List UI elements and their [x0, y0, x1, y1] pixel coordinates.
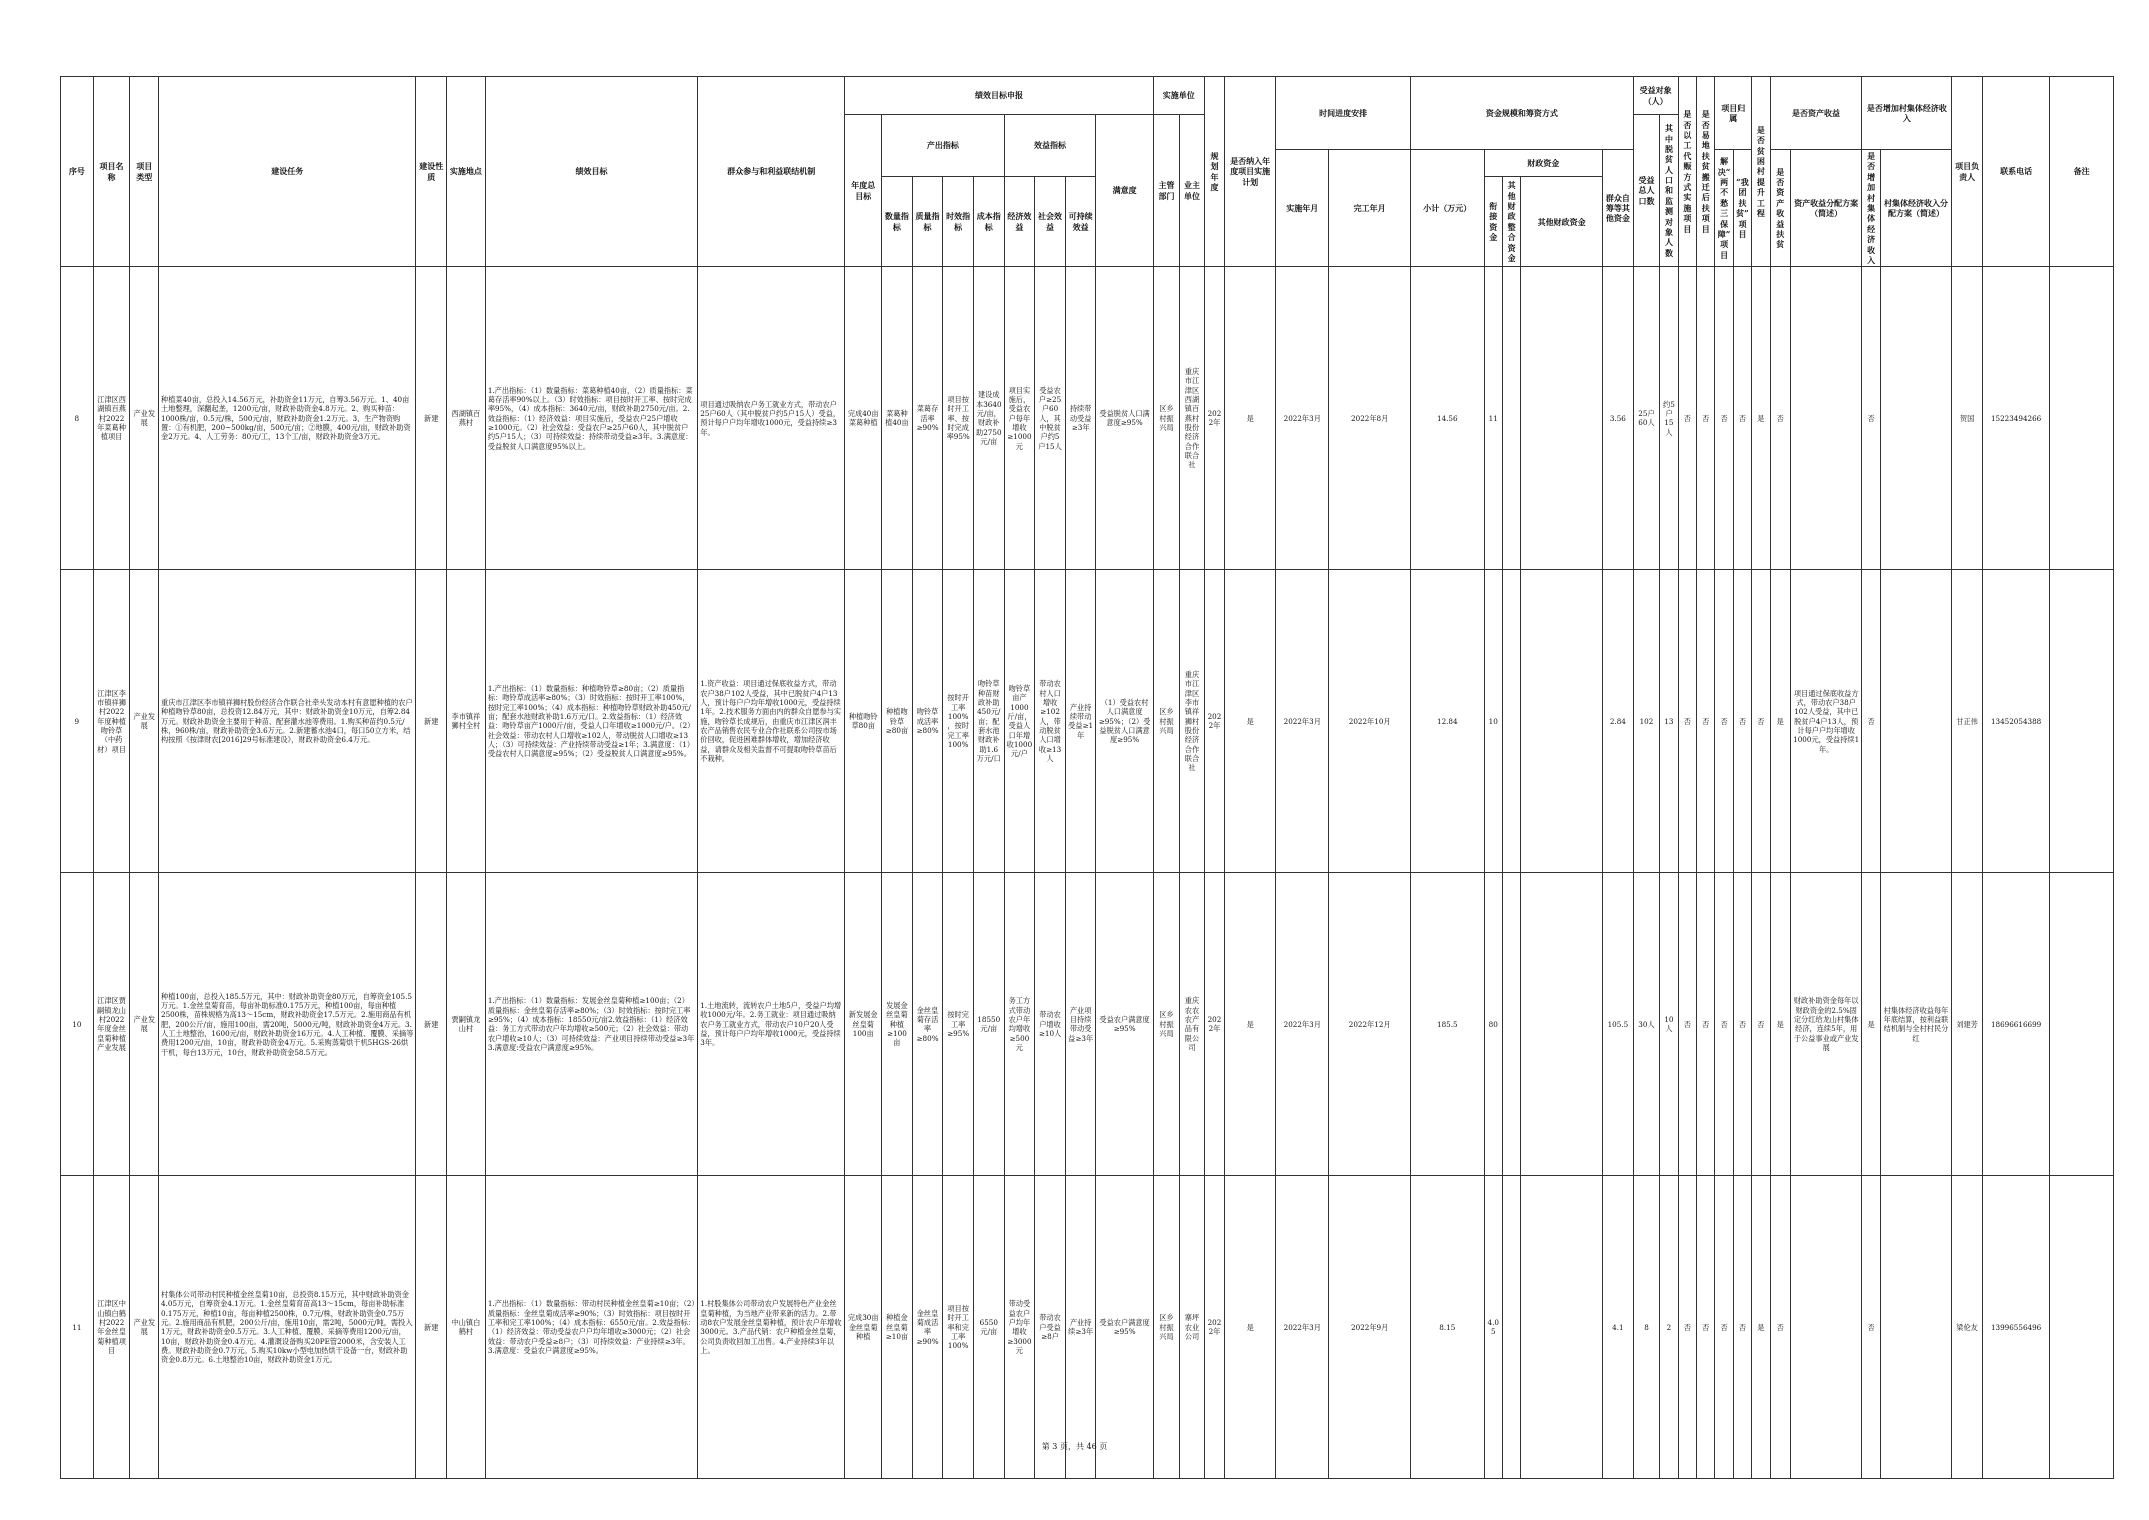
cell-phone: 15223494266: [1982, 267, 2049, 570]
cell-poverty-village: 是: [1752, 1176, 1770, 1479]
header-asset-dist: 资产收益分配方案（简述）: [1790, 150, 1861, 267]
table-row: [61, 873, 2114, 1176]
cell-manager: 贺国: [1952, 267, 1983, 570]
cell-name: 江津区中山镇白鹤村2022年金丝皇菊种植项目: [93, 1176, 130, 1479]
header-social: 社会效益: [1035, 177, 1066, 267]
cell-asset-dist: 项目通过保底收益方式，带动农户38户102人受益，其中已脱贫户4户13人，预计每户户均年增收1000元，受益持续1年。: [1790, 570, 1861, 873]
cell-collective-flag: 否: [1862, 267, 1880, 570]
cell-subtotal: 8.15: [1411, 1176, 1485, 1479]
header-total-pop: 受益总人口数: [1633, 115, 1660, 267]
cell-asset-dist: 财政补助资金每年以财政资金的2.5%固定分红给龙山村集体经济，连续5年，用于公益事业或产业发展: [1790, 873, 1861, 1176]
cell-sustainable: 持续带动受益≥3年: [1065, 267, 1096, 570]
cell-perf-target: 1.产出指标：（1）数量指标：带动村民种植金丝皇菊≥10亩；（2）质量指标：金丝皇菊成活率≥90%；（3）时效指标：项目按时开工率和完工率100%；（4）成本指标：6550元/亩。2.效益指标：（1）经济效益：带动受益农户户均年增收≥3000元；（2）社会效益：带动农户受益≥8户；（3）可持续效益：产业持续≥3年。3.满意度：受益农户满意度≥95%。: [485, 1176, 697, 1479]
cell-economic: 吻铃草亩产1000斤/亩，受益人口年增收1000元/户: [1004, 570, 1035, 873]
cell-cost: 建设成本3640元/亩，财政补助2750元/亩: [973, 267, 1004, 570]
header-remark: 备注: [2050, 77, 2114, 267]
header-timeliness: 时效指标: [943, 177, 974, 267]
cell-total-pop: 102: [1633, 570, 1660, 873]
cell-type: 产业发展: [130, 570, 159, 873]
cell-quantity: 种植吻铃草≥80亩: [882, 570, 913, 873]
cell-seq: 10: [61, 873, 94, 1176]
cell-asset-income-flag: 否: [1770, 1176, 1790, 1479]
cell-social: 带动农户受益≥8户: [1035, 1176, 1066, 1479]
cell-mechanism: 1.土地流转，流转农户土地5户，受益户均增收1000元/年。2.务工就业：项目通过吸纳农户务工就业方式，带动农户10户20人受益，预计每户户均年增收1000元，受益持续3年。: [698, 873, 845, 1176]
cell-two-three: 否: [1715, 1176, 1733, 1479]
cell-manager: 梁伦友: [1952, 1176, 1983, 1479]
header-poverty-village: 是否贫困村提升工程: [1752, 77, 1770, 267]
cell-relocation: 否: [1697, 873, 1715, 1176]
cell-phone: 13996556496: [1982, 1176, 2049, 1479]
header-fiscal: 财政资金: [1484, 150, 1602, 177]
header-poverty-pop: 其中脱贫人口和监测对象人数: [1660, 115, 1678, 267]
cell-self-raised: 4.1: [1603, 1176, 1634, 1479]
cell-included: 是: [1225, 1176, 1276, 1479]
cell-quality: 菜葛存活率≥90%: [912, 267, 943, 570]
cell-plan-year: 2022年: [1204, 873, 1224, 1176]
cell-timeliness: 按时完工率≥95%: [943, 873, 974, 1176]
header-phone: 联系电话: [1982, 77, 2049, 267]
table-row: [61, 267, 2114, 570]
cell-type: 产业发展: [130, 1176, 159, 1479]
header-quantity: 数量指标: [882, 177, 913, 267]
cell-perf-target: 1.产出指标：（1）数量指标：菜葛种植40亩，（2）质量指标：菜葛存活率90%以上。（3）时效指标：项目按时开工率、按时完成率95%，（4）成本指标：3640元/亩，财政补助2750元/亩。2.效益指标：（1）经济效益：项目实施后，受益农户25户增收≥1000元。（2）社会效益：受益农户≥25户60人，其中脱贫户约5户15人；（3）可持续效益：持续带动受益≥3年。3.满意度：受益脱贫人口满意度95%以上。: [485, 267, 697, 570]
cell-owner: 重庆市江津区李市镇祥狮村股份经济合作联合社: [1180, 570, 1205, 873]
cell-asset-income-flag: 否: [1770, 267, 1790, 570]
cell-other-integrated: [1502, 267, 1520, 570]
cell-two-three: 否: [1715, 267, 1733, 570]
header-attribution: 项目归属: [1715, 77, 1752, 150]
cell-type: 产业发展: [130, 267, 159, 570]
cell-relocation: 否: [1697, 267, 1715, 570]
cell-timeliness: 项目按时开工率、按时完成率95%: [943, 267, 974, 570]
cell-phone: 13452054388: [1982, 570, 2049, 873]
header-start: 实施年月: [1276, 150, 1329, 267]
cell-relocation: 否: [1697, 570, 1715, 873]
cell-nature: 新建: [416, 570, 447, 873]
cell-self-raised: 3.56: [1603, 267, 1634, 570]
header-asset-income: 是否资产收益: [1770, 77, 1862, 150]
cell-quality: 金丝皇菊成活率≥90%: [912, 1176, 943, 1479]
header-collective: 是否增加村集体经济收入: [1862, 77, 1952, 150]
cell-poverty-pop: 13: [1660, 570, 1678, 873]
cell-satisfaction: 受益农户满意度≥95%: [1096, 1176, 1153, 1479]
cell-dept: 区乡村振兴局: [1153, 1176, 1180, 1479]
cell-start: 2022年3月: [1276, 570, 1329, 873]
cell-sustainable: 产业项目持续带动受益≥3年: [1065, 873, 1096, 1176]
header-plan-year: 规划年度: [1204, 77, 1224, 267]
cell-start: 2022年3月: [1276, 873, 1329, 1176]
cell-plan-year: 2022年: [1204, 267, 1224, 570]
header-nature: 建设性质: [416, 77, 447, 267]
cell-location: 西湖镇百燕村: [447, 267, 486, 570]
header-location: 实施地点: [447, 77, 486, 267]
cell-economic: 务工方式带动农户年均增收≥500元: [1004, 873, 1035, 1176]
cell-nature: 新建: [416, 1176, 447, 1479]
cell-perf-target: 1.产出指标：（1）数量指标：发展金丝皇菊种植≥100亩；（2）质量指标：金丝皇菊存活率≥80%；（3）时效指标：按时完工率≥95%；（4）成本指标：18550元/亩2.效益指标：（1）经济效益：务工方式带动农户年均增收≥500元；（2）社会效益：带动农户增收≥10人；（3）可持续效益：产业项目持续带动受益≥3年3.满意度:受益农户满意度≥95%。: [485, 873, 697, 1176]
header-collective-dist: 村集体经济收入分配方案（简述）: [1880, 150, 1951, 267]
cell-other-integrated: [1502, 570, 1520, 873]
cell-nature: 新建: [416, 873, 447, 1176]
cell-other-fiscal: [1521, 873, 1603, 1176]
table-row: [61, 570, 2114, 873]
header-schedule: 时间进度安排: [1276, 77, 1411, 150]
cell-work-relief: 否: [1678, 267, 1696, 570]
cell-sustainable: 产业持续≥3年: [1065, 1176, 1096, 1479]
cell-other-fiscal: [1521, 267, 1603, 570]
cell-poverty-village: 否: [1752, 570, 1770, 873]
header-perf-target: 绩效目标: [485, 77, 697, 267]
header-impl-unit: 实施单位: [1153, 77, 1204, 115]
cell-manager: 刘建芳: [1952, 873, 1983, 1176]
cell-self-raised: 2.84: [1603, 570, 1634, 873]
cell-collective-dist: [1880, 267, 1951, 570]
table-row: [61, 1176, 2114, 1479]
cell-total-pop: 25户60人: [1633, 267, 1660, 570]
cell-task: 重庆市江津区李市镇祥狮村股份经济合作联合社牵头发动本村有意愿种植的农户种植吻铃草80亩，总投资12.84万元，其中：财政补助资金10万元，自筹2.84万元。财政补助资金主要用于种苗、配套灌水池等费用。1.购买种苗约0.5元/株，960株/亩，财政补助资金3.6万元。2.新建蓄水池4口，每口50立方米，结构按照《按津财农[2016]29号标准建设》，财政补助资金6.4万元。: [159, 570, 416, 873]
page-footer: 第 3 页，共 46 页: [1041, 1442, 1108, 1451]
header-annual-target: 年度总目标: [845, 115, 882, 267]
cell-location: 李市镇祥狮村全村: [447, 570, 486, 873]
cell-included: 是: [1225, 873, 1276, 1176]
cell-flagship: 否: [1733, 873, 1751, 1176]
cell-location: 中山镇白鹤村: [447, 1176, 486, 1479]
cell-quality: 金丝皇菊存活率≥80%: [912, 873, 943, 1176]
header-collective-flag: 是否增加村集体经济收入: [1862, 150, 1880, 267]
cell-nature: 新建: [416, 267, 447, 570]
cell-work-relief: 否: [1678, 570, 1696, 873]
project-table: [60, 76, 2114, 1479]
cell-poverty-pop: 约5户15人: [1660, 267, 1678, 570]
cell-work-relief: 否: [1678, 873, 1696, 1176]
header-linked: 衔接资金: [1484, 177, 1502, 267]
cell-total-pop: 8: [1633, 1176, 1660, 1479]
cell-asset-income-flag: 是: [1770, 873, 1790, 1176]
header-sustainable: 可持续效益: [1065, 177, 1096, 267]
cell-annual-target: 完成40亩菜葛种植: [845, 267, 882, 570]
cell-dept: 区乡村振兴局: [1153, 267, 1180, 570]
cell-perf-target: 1.产出指标：（1）数量指标：种植吻铃草≥80亩；（2）质量指标：吻铃草成活率≥80%；（3）时效指标：按时开工率100%，按时完工率100%；（4）成本指标：种植吻铃草财政补助450元/亩；配套水池财政补助1.6万元/口。2.效益指标：（1）经济效益：吻铃草亩产1000斤/亩，受益人口年增收≥1000元/户。（2）社会效益：带动农村人口增收≥102人，带动脱贫人口增收≥13人；（3）可持续效益：产业持续带动受益≥1年；3.满意度：（1）受益农村人口满意度≥95%；（2）受益脱贫人口满意度≥95%。: [485, 570, 697, 873]
cell-mechanism: 1.资产收益：项目通过保底收益方式，带动农户38户102人受益，其中已脱贫户4户13人，预计每户户均年增收1000元，受益持续1年。2.技术服务方面由内的群众自愿参与实施，吻铃草长成规后，由重庆市江津区润丰农产品销售农民专业合作社联系公司按市场价回收，促进困难群体增收，增加经济收益，请群众及相关监督不可提取吻铃草苗后不栽种。: [698, 570, 845, 873]
cell-collective-flag: 是: [1862, 873, 1880, 1176]
cell-flagship: 否: [1733, 267, 1751, 570]
cell-start: 2022年3月: [1276, 267, 1329, 570]
cell-cost: 18550元/亩: [973, 873, 1004, 1176]
cell-collective-flag: 否: [1862, 570, 1880, 873]
cell-other-integrated: [1502, 1176, 1520, 1479]
cell-collective-flag: 否: [1862, 1176, 1880, 1479]
cell-name: 江津区贾嗣镇龙山村2022年度金丝皇菊种植产业发展: [93, 873, 130, 1176]
cell-task: 种植菜40亩，总投入14.56万元，补助资金11万元，自筹3.56万元。1、40亩土地整理，深翻起垄，1200元/亩，财政补助资金4.8万元。2、购买种苗：1000株/亩，0.5元/株，500元/亩，财政补助资金1.2万元。3、生产物资购置：①有机肥，200~500kg/亩，500元/亩；②地膜，400元/亩，财政补助资金2万元。4、人工劳务：80元/工，13个工/亩，财政补助资金3万元。: [159, 267, 416, 570]
header-dept: 主管部门: [1153, 115, 1180, 267]
cell-satisfaction: 受益农户满意度≥95%: [1096, 873, 1153, 1176]
header-type: 项目类型: [130, 77, 159, 267]
cell-owner: 重庆农农农产品有限公司: [1180, 873, 1205, 1176]
cell-owner: 重庆市江津区西湖镇百燕村股份经济合作联合社: [1180, 267, 1205, 570]
header-funds: 资金规模和筹资方式: [1411, 77, 1634, 150]
cell-type: 产业发展: [130, 873, 159, 1176]
cell-collective-dist: 村集体经济收益每年年底结算，按利益联结机制与全村村民分红: [1880, 873, 1951, 1176]
cell-relocation: 否: [1697, 1176, 1715, 1479]
cell-other-integrated: [1502, 873, 1520, 1176]
header-task: 建设任务: [159, 77, 416, 267]
cell-phone: 18696616699: [1982, 873, 2049, 1176]
header-work-relief: 是否以工代赈方式实施项目: [1678, 77, 1696, 267]
cell-cost: 6550元/亩: [973, 1176, 1004, 1479]
cell-flagship: 否: [1733, 1176, 1751, 1479]
header-satisfaction: 满意度: [1096, 115, 1153, 267]
cell-remark: [2050, 267, 2114, 570]
header-other-integrated: 其他财政整合资金: [1502, 177, 1520, 267]
header-two-three: 解决“两不愁三保障”项目: [1715, 150, 1733, 267]
cell-plan-year: 2022年: [1204, 1176, 1224, 1479]
cell-timeliness: 按时开工率100%，按时完工率100%: [943, 570, 974, 873]
header-other-fiscal: 其他财政资金: [1521, 177, 1603, 267]
cell-task: 种植100亩，总投入185.5万元，其中：财政补助资金80万元，自筹资金105.5万元。1.金丝皇菊育苗，每亩补助标准0.175万元，种植100亩，每亩种植2500株，苗株规格为高13～15cm，财政补助资金17.5万元。2.施用商品有机肥，200公斤/亩，施用100亩，需20吨，5000元/吨，财政补助资金4万元。3.人工土地整治，1600元/亩，财政补助资金16万元。4.人工种植、覆膜、采摘等费用1200元/亩，10亩，财政补助资金4万元。5.采购蒸菊烘干机5HGS-26烘干机，每台13万元，10台，财政补助资金58.5万元。: [159, 873, 416, 1176]
cell-included: 是: [1225, 267, 1276, 570]
cell-quantity: 种植金丝皇菊≥10亩: [882, 1176, 913, 1479]
cell-plan-year: 2022年: [1204, 570, 1224, 873]
cell-social: 带动农户增收≥10人: [1035, 873, 1066, 1176]
header-perf-report: 绩效目标申报: [845, 77, 1153, 115]
cell-quantity: 菜葛种植40亩: [882, 267, 913, 570]
header-asset-income-flag: 是否资产收益扶贫: [1770, 150, 1790, 267]
cell-remark: [2050, 570, 2114, 873]
cell-cost: 吻铃草种苗财政补助450元/亩；配套水池财政补助1.6万元/口: [973, 570, 1004, 873]
cell-name: 江津区西湖镇百燕村2022年菜葛种植项目: [93, 267, 130, 570]
cell-seq: 11: [61, 1176, 94, 1479]
cell-subtotal: 185.5: [1411, 873, 1485, 1176]
cell-annual-target: 种植吻铃草80亩: [845, 570, 882, 873]
cell-economic: 带动受益农户户均年增收≥3000元: [1004, 1176, 1035, 1479]
cell-seq: 9: [61, 570, 94, 873]
cell-mechanism: 1.村股集体公司带动农户发展特色产业金丝皇菊种植，为当地产业带来新的活力。2.带动8农户发展金丝皇菊种植，预计农户年增收3000元。3.产品代销：农户种植金丝皇菊，公司负责收回加工出售。4.产业持续3年以上。: [698, 1176, 845, 1479]
cell-poverty-pop: 10人: [1660, 873, 1678, 1176]
header-quality: 质量指标: [912, 177, 943, 267]
header-beneficiaries: 受益对象（人）: [1633, 77, 1678, 115]
header-included: 是否纳入年度项目实施计划: [1225, 77, 1276, 267]
cell-total-pop: 30人: [1633, 873, 1660, 1176]
header-end: 完工年月: [1329, 150, 1411, 267]
cell-two-three: 否: [1715, 570, 1733, 873]
cell-remark: [2050, 1176, 2114, 1479]
header-seq: 序号: [61, 77, 94, 267]
cell-annual-target: 新发展金丝皇菊100亩: [845, 873, 882, 1176]
cell-included: 是: [1225, 570, 1276, 873]
cell-start: 2022年3月: [1276, 1176, 1329, 1479]
cell-linked: 80: [1484, 873, 1502, 1176]
cell-poverty-village: 是: [1752, 267, 1770, 570]
cell-timeliness: 项目按时开工率和完工率100%: [943, 1176, 974, 1479]
cell-end: 2022年10月: [1329, 570, 1411, 873]
cell-collective-dist: [1880, 1176, 1951, 1479]
cell-asset-dist: [1790, 1176, 1861, 1479]
cell-end: 2022年9月: [1329, 1176, 1411, 1479]
cell-mechanism: 项目通过吸纳农户务工就业方式，带动农户25户60人（其中脱贫户约5户15人）受益，预计每户户均年增收1000元，受益持续≥3年。: [698, 267, 845, 570]
header-benefit: 效益指标: [1004, 115, 1096, 177]
cell-annual-target: 完成30亩金丝皇菊种植: [845, 1176, 882, 1479]
header-manager: 项目负责人: [1952, 77, 1983, 267]
header-name: 项目名称: [93, 77, 130, 267]
header-self-raised: 群众自筹等其他资金: [1603, 150, 1634, 267]
cell-quantity: 发展金丝皇菊种植≥100亩: [882, 873, 913, 1176]
cell-social: 带动农村人口增收≥102人，带动脱贫人口增收≥13人: [1035, 570, 1066, 873]
cell-asset-income-flag: 是: [1770, 570, 1790, 873]
cell-location: 贾嗣镇龙山村: [447, 873, 486, 1176]
header-cost: 成本指标: [973, 177, 1004, 267]
cell-subtotal: 12.84: [1411, 570, 1485, 873]
header-mechanism: 群众参与和利益联结机制: [698, 77, 845, 267]
cell-seq: 8: [61, 267, 94, 570]
cell-poverty-village: 否: [1752, 873, 1770, 1176]
cell-other-fiscal: [1521, 1176, 1603, 1479]
cell-subtotal: 14.56: [1411, 267, 1485, 570]
header-flagship: “我团扶贫”项目: [1733, 150, 1751, 267]
cell-collective-dist: [1880, 570, 1951, 873]
header-subtotal: 小计（万元）: [1411, 150, 1485, 267]
cell-name: 江津区李市镇祥狮村2022年度种植吻铃草（中药材）项目: [93, 570, 130, 873]
cell-manager: 甘正伟: [1952, 570, 1983, 873]
cell-linked: 10: [1484, 570, 1502, 873]
cell-dept: 区乡村振兴局: [1153, 570, 1180, 873]
cell-flagship: 否: [1733, 570, 1751, 873]
cell-self-raised: 105.5: [1603, 873, 1634, 1176]
cell-owner: 寨坪农业公司: [1180, 1176, 1205, 1479]
header-economic: 经济效益: [1004, 177, 1035, 267]
header-output: 产出指标: [882, 115, 1005, 177]
cell-social: 受益农户≥25户60人，其中脱贫户约5户15人: [1035, 267, 1066, 570]
cell-sustainable: 产业持续带动受益≥1年: [1065, 570, 1096, 873]
header-owner: 业主单位: [1180, 115, 1205, 267]
cell-satisfaction: 受益脱贫人口满意度≥95%: [1096, 267, 1153, 570]
cell-linked: 11: [1484, 267, 1502, 570]
cell-task: 村集体公司带动村民种植金丝皇菊10亩，总投资8.15万元，其中财政补助资金4.05万元，自筹资金4.1万元。1.金丝皇菊育苗高13～15cm，每亩补助标准0.175万元，种植10亩，每亩种植2500株，0.7元/株，财政补助资金0.75万元。2.施用商品有机肥，200公斤/亩，施用10亩，需2吨，5000元/吨，需投入1万元，财政补助资金0.5万元。3.人工种植、覆膜、采摘等费用1200元/亩，10亩，财政补助资金0.4万元。4.灌溉设备购买20PE管2000米，含安装人工费。财政补助资金0.7万元。5.购买10kw小型电加热烘干设备一台，财政补助资金0.8万元。6.土地整治10亩，财政补助资金1万元。: [159, 1176, 416, 1479]
header-relocation: 是否易地扶贫搬迁后扶项目: [1697, 77, 1715, 267]
cell-end: 2022年8月: [1329, 267, 1411, 570]
cell-economic: 项目实施后，受益农户每年增收≥1000元: [1004, 267, 1035, 570]
cell-linked: 4.05: [1484, 1176, 1502, 1479]
cell-dept: 区乡村振兴局: [1153, 873, 1180, 1176]
cell-remark: [2050, 873, 2114, 1176]
cell-satisfaction: （1）受益农村人口满意度≥95%；（2）受益脱贫人口满意度≥95%: [1096, 570, 1153, 873]
cell-end: 2022年12月: [1329, 873, 1411, 1176]
cell-other-fiscal: [1521, 570, 1603, 873]
cell-poverty-pop: 2: [1660, 1176, 1678, 1479]
cell-asset-dist: [1790, 267, 1861, 570]
cell-work-relief: 否: [1678, 1176, 1696, 1479]
cell-quality: 吻铃草成活率≥80%: [912, 570, 943, 873]
cell-two-three: 否: [1715, 873, 1733, 1176]
